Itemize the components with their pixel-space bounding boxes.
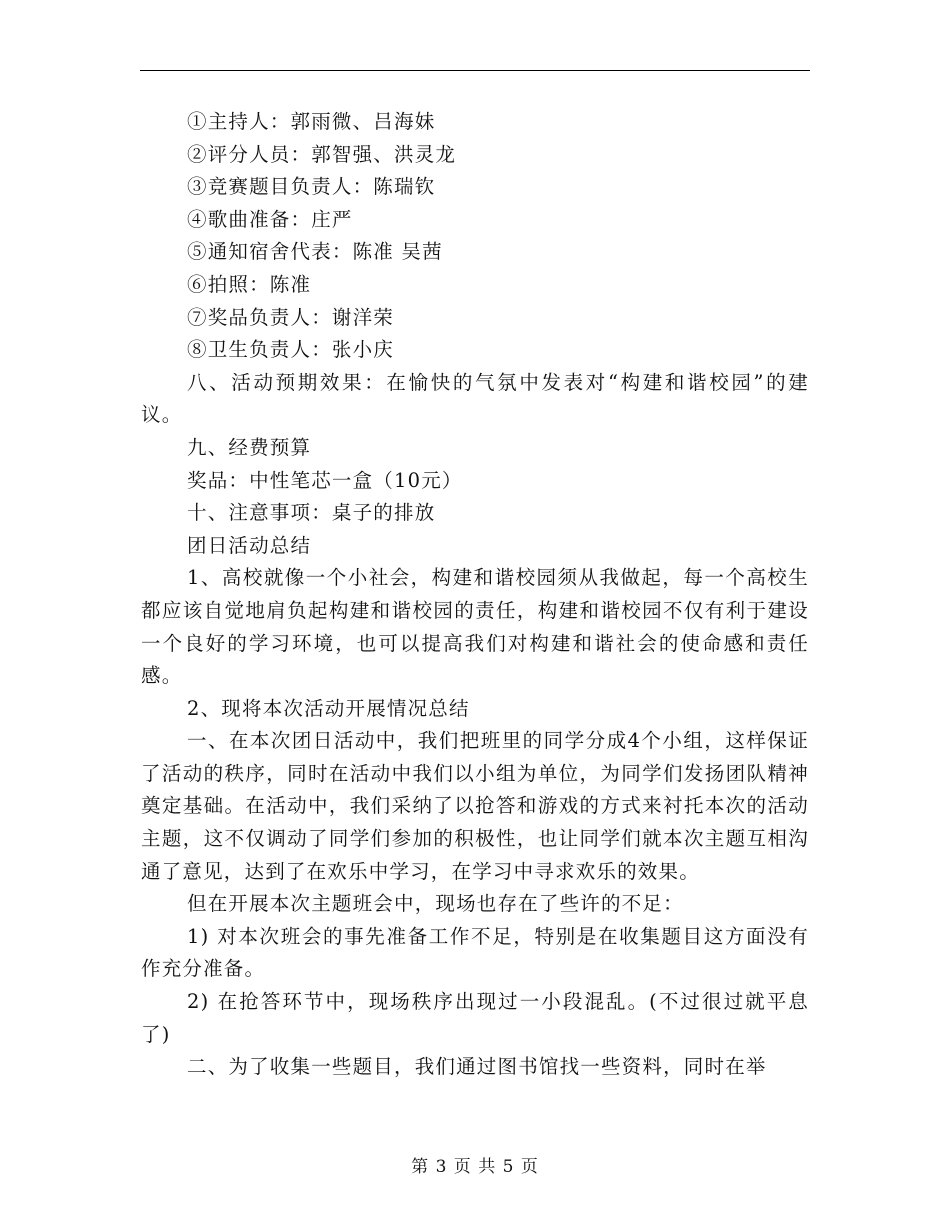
paragraph: 1、高校就像一个小社会，构建和谐校园须从我做起，每一个高校生都应该自觉地肩负起构建和谐校园的责任，构建和谐校园不仅有利于建设一个良好的学习环境，也可以提高我们对构建和谐社会的使命感和责任感。 xyxy=(141,566,809,688)
paragraph: ②评分人员：郭智强、洪灵龙 xyxy=(187,142,457,166)
paragraph: 一、在本次团日活动中，我们把班里的同学分成4个小组，这样保证了活动的秩序，同时在活动中我们以小组为单位，为同学们发扬团队精神奠定基础。在活动中，我们采纳了以抢答和游戏的方式来衬托本次的活动主题，这不仅调动了同学们参加的积极性，也让同学们就本次主题互相沟通了意见，达到了在欢乐中学习，在学习中寻求欢乐的效果。 xyxy=(141,729,809,883)
section-heading: 团日活动总结 xyxy=(187,533,312,557)
header-rule xyxy=(140,70,810,71)
paragraph: 八、活动预期效果：在愉快的气氛中发表对“构建和谐校园”的建议。 xyxy=(141,370,809,427)
paragraph: ⑧卫生负责人：张小庆 xyxy=(187,338,395,362)
paragraph: 1) 对本次班会的事先准备工作不足，特别是在收集题目这方面没有作充分准备。 xyxy=(141,924,809,981)
paragraph: 二、为了收集一些题目，我们通过图书馆找一些资料，同时在举 xyxy=(187,1055,767,1079)
paragraph: ⑦奖品负责人：谢洋荣 xyxy=(187,305,395,329)
paragraph: ⑤通知宿舍代表：陈准 吴茜 xyxy=(187,240,443,264)
page-footer xyxy=(0,1152,950,1177)
paragraph: ⑥拍照：陈准 xyxy=(187,272,312,296)
document-body xyxy=(141,106,809,1084)
paragraph: ④歌曲准备：庄严 xyxy=(187,207,353,231)
paragraph: ③竞赛题目负责人：陈瑞钦 xyxy=(187,175,436,199)
paragraph: 十、注意事项：桌子的排放 xyxy=(187,501,436,525)
page-number: 第 3 页 共 5 页 xyxy=(411,1157,539,1177)
paragraph: 2) 在抢答环节中，现场秩序出现过一小段混乱。(不过很过就平息了) xyxy=(141,990,809,1046)
paragraph: 奖品：中性笔芯一盒（10元） xyxy=(187,468,463,492)
paragraph: 但在开展本次主题班会中，现场也存在了些许的不足： xyxy=(187,892,684,916)
paragraph: 九、经费预算 xyxy=(187,435,312,459)
paragraph: ①主持人：郭雨微、吕海妹 xyxy=(187,110,436,133)
paragraph: 2、现将本次活动开展情况总结 xyxy=(187,696,470,720)
